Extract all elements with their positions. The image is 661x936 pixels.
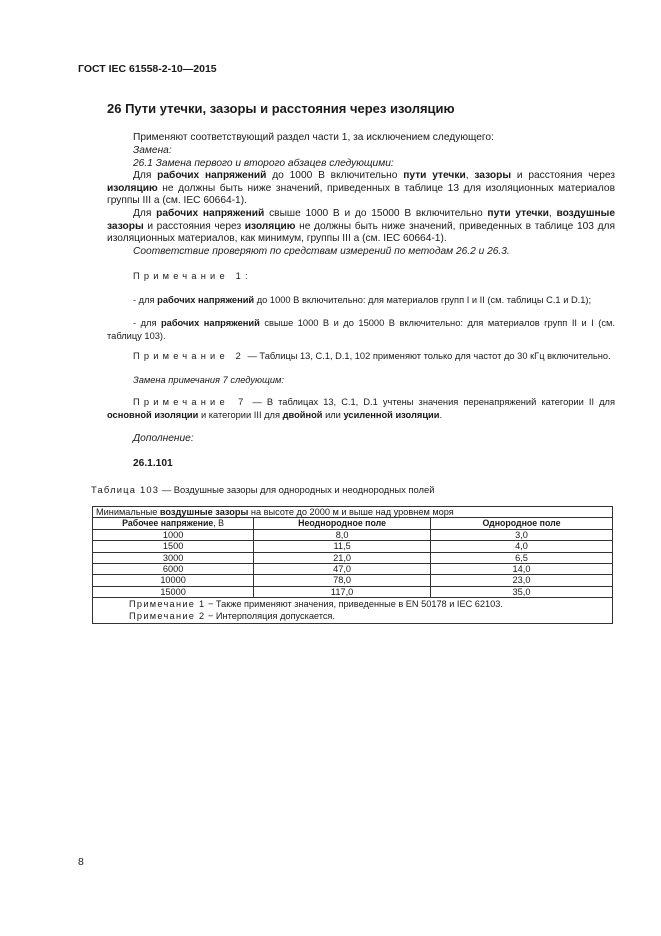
table-notes-row: [93, 598, 613, 624]
intro-paragraph: Применяют соответствующий раздел части 1, за исключением следующего:: [133, 132, 494, 143]
text-run: не должны быть ниже значений, приведенных в таблице 13 для изоляционных материалов группы III а (см. IEC 60664-1).: [107, 182, 615, 207]
cell-uniform: 35,0: [430, 586, 612, 597]
subclause-26-1: 26.1 Замена первого и второго абзацев следующими:: [133, 158, 394, 169]
table-row: [93, 586, 613, 597]
cell-uniform: 4,0: [430, 541, 612, 552]
table-row: [93, 552, 613, 563]
cell-uniform: 6,5: [430, 552, 612, 563]
bold-term: рабочих напряжений: [157, 170, 267, 181]
cell-voltage: 15000: [93, 586, 254, 597]
table-row: [93, 564, 613, 575]
table-note-1: Примечание 1 − Также применяют значения, приведенные в EN 50178 и IEC 62103.: [129, 599, 503, 610]
text-run: Для: [133, 208, 157, 219]
text-run: свыше 1000 В и до 15000 В включительно: для материалов групп II и I (см. таблицу 103).: [107, 318, 615, 341]
table-header-row: [93, 518, 613, 529]
note-7-label: Примечание 7: [133, 397, 248, 407]
cell-voltage: 1500: [93, 541, 254, 552]
replacement-label: Замена:: [133, 145, 172, 156]
text-run: и расстояния через: [511, 170, 615, 181]
col-nonuniform-header: Неоднородное поле: [254, 518, 431, 529]
cell-uniform: 14,0: [430, 564, 612, 575]
section-title: 26 Пути утечки, зазоры и расстояния через изоляцию: [107, 101, 455, 116]
text-run: .: [439, 409, 443, 420]
compliance-text: Соответствие проверяют по средствам измерений по методам 26.2 и 26.3.: [133, 246, 510, 257]
addition-label: Дополнение:: [133, 433, 194, 444]
text-run: до 1000 В включительно: для материалов групп I и II (см. таблицы С.1 и D.1);: [254, 295, 592, 305]
cell-nonuniform: 11,5: [254, 541, 431, 552]
text-run: свыше 1000 В и до 15000 В включительно: [264, 208, 488, 219]
col-uniform-header: Однородное поле: [430, 518, 612, 529]
text-run: ,: [465, 170, 475, 181]
table-notes-cell: [93, 598, 613, 624]
table-caption-label: Таблица 103: [91, 484, 160, 495]
bold-term: зазоры: [474, 170, 512, 181]
bold-term: рабочих напряжений: [157, 295, 255, 305]
table-body: [93, 529, 613, 597]
table-row: [93, 541, 613, 552]
note-2-label: Примечание 2: [133, 351, 245, 361]
paragraph-low-voltage: [107, 170, 615, 208]
cell-uniform: 3,0: [430, 529, 612, 540]
bold-term: пути утечки: [403, 170, 466, 181]
table-row: [93, 529, 613, 540]
bold-term: усиленной изоляции: [343, 409, 440, 420]
bold-term: двойной: [282, 409, 323, 420]
text-run: и категории III для: [198, 409, 283, 420]
bold-term: пути утечки: [487, 208, 549, 219]
note-2-text: — Таблицы 13, С.1, D.1, 102 применяют только для частот до 30 кГц включительно.: [244, 351, 611, 361]
text-run: ,: [548, 208, 557, 219]
cell-nonuniform: 21,0: [254, 552, 431, 563]
note-7: [107, 396, 615, 421]
cell-uniform: 23,0: [430, 575, 612, 586]
bold-term: основной изоляции: [107, 409, 199, 420]
cell-voltage: 1000: [93, 529, 254, 540]
clause-number: 26.1.101: [133, 458, 173, 469]
note-2: [107, 350, 615, 363]
bold-term: рабочих напряжений: [156, 208, 265, 219]
clearance-table: [92, 506, 613, 624]
bold-term: изоляцию: [107, 182, 158, 194]
text-run: до 1000 В включительно: [266, 170, 404, 181]
cell-nonuniform: 8,0: [254, 529, 431, 540]
note-1-label: Примечание 1:: [133, 271, 252, 281]
table-caption-text: — Воздушные зазоры для однородных и неоднородных полей: [159, 484, 435, 495]
text-run: - для: [133, 318, 161, 328]
text-run: и расстояния через: [143, 220, 245, 232]
cell-nonuniform: 117,0: [254, 586, 431, 597]
note-7-replacement-label: Замена примечания 7 следующим:: [133, 375, 285, 385]
note-1-item-a: [107, 294, 615, 307]
bold-term: воздушные зазоры: [107, 208, 615, 232]
table-title-cell: Минимальные воздушные зазоры на высоте до 2000 м и выше над уровнем моря: [93, 507, 613, 518]
bold-term: изоляцию: [244, 220, 296, 232]
text-run: - для: [133, 295, 158, 305]
col-voltage-header: Рабочее напряжение, В: [93, 518, 254, 529]
text-run: — В таблицах 13, С.1, D.1 учтены значения перенапряжений категории II для: [247, 397, 615, 407]
bold-term: рабочих напряжений: [160, 318, 260, 328]
paragraph-high-voltage: [107, 208, 615, 246]
note-1-item-b: [107, 317, 615, 342]
cell-nonuniform: 47,0: [254, 564, 431, 575]
table-note-2: Примечание 2 − Интерполяция допускается.: [129, 610, 335, 621]
table-caption: [91, 484, 434, 495]
cell-nonuniform: 78,0: [254, 575, 431, 586]
table-row: [93, 575, 613, 586]
text-run: Для: [133, 170, 158, 181]
cell-voltage: 3000: [93, 552, 254, 563]
text-run: не должны быть ниже значений, приведенных в таблице 103 для изоляционных материалов, как минимум, группы III а (см. IEC 60664-1).: [107, 220, 615, 245]
cell-voltage: 6000: [93, 564, 254, 575]
page-number: 8: [78, 856, 84, 868]
table-title-row: [93, 507, 613, 518]
document-header: ГОСТ IEC 61558-2-10—2015: [78, 63, 217, 75]
text-run: или: [322, 409, 344, 420]
cell-voltage: 10000: [93, 575, 254, 586]
